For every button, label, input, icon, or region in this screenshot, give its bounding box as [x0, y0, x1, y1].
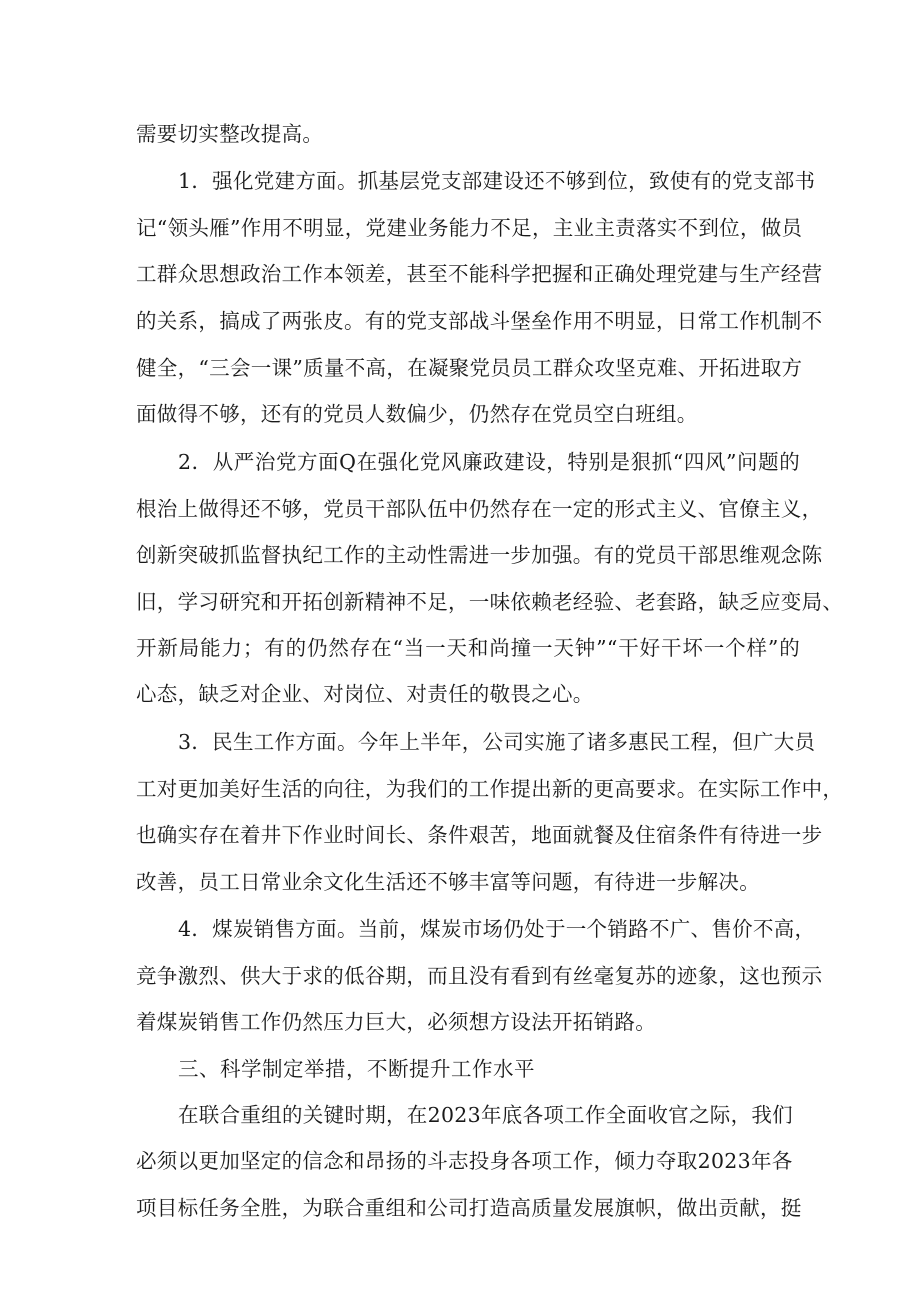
text-line: 也确实存在着井下作业时间长、条件艰苦，地面就餐及住宿条件有待进一步	[136, 823, 823, 847]
text-line: 4．煤炭销售方面。当前，煤炭市场仍处于一个销路不广、售价不高，	[178, 917, 816, 941]
text-line: 项目标任务全胜，为联合重组和公司打造高质量发展旗帜，做出贡献，挺	[136, 1196, 802, 1220]
text-line: 工对更加美好生活的向往，为我们的工作提出新的更高要求。在实际工作中，	[136, 777, 844, 801]
text-line: 在联合重组的关键时期，在2023年底各项工作全面收官之际，我们	[178, 1103, 793, 1127]
text-line: 着煤炭销售工作仍然压力巨大，必须想方设法开拓销路。	[136, 1010, 656, 1034]
text-line: 3．民生工作方面。今年上半年，公司实施了诸多惠民工程，但广大员	[178, 730, 816, 754]
text-line: 改善，员工日常业余文化生活还不够丰富等问题，有待进一步解决。	[136, 870, 760, 894]
text-line: 必须以更加坚定的信念和昂扬的斗志投身各项工作，倾力夺取2023年各	[136, 1149, 793, 1173]
text-line: 面做得不够，还有的党员人数偏少，仍然存在党员空白班组。	[136, 402, 698, 426]
text-line: 健全，“三会一课”质量不高，在凝聚党员员工群众攻坚克难、开拓进取方	[136, 356, 803, 380]
text-line: 工群众思想政治工作本领差，甚至不能科学把握和正确处理党建与生产经营	[136, 262, 823, 286]
text-line: 的关系，搞成了两张皮。有的党支部战斗堡垒作用不明显，日常工作机制不	[136, 309, 823, 333]
text-line: 1．强化党建方面。抓基层党支部建设还不够到位，致使有的党支部书	[178, 169, 816, 193]
text-line: 开新局能力；有的仍然存在“当一天和尚撞一天钟”“干好干坏一个样”的	[136, 636, 800, 660]
text-line: 创新突破抓监督执纪工作的主动性需进一步加强。有的党员干部思维观念陈	[136, 543, 823, 567]
text-line: 记“领头雁”作用不明显，党建业务能力不足，主业主责落实不到位，做员	[136, 216, 803, 240]
text-line: 需要切实整改提高。	[136, 122, 324, 146]
text-line: 心态，缺乏对企业、对岗位、对责任的敬畏之心。	[136, 682, 594, 706]
section-heading: 三、科学制定举措，不断提升工作水平	[178, 1057, 535, 1081]
text-line: 2．从严治党方面Q在强化党风廉政建设，特别是狠抓“四风”问题的	[178, 450, 800, 474]
text-line: 竞争激烈、供大于求的低谷期，而且没有看到有丝毫复苏的迹象，这也预示	[136, 964, 823, 988]
text-line: 旧，学习研究和开拓创新精神不足，一味依赖老经验、老套路，缺乏应变局、	[136, 590, 844, 614]
text-line: 根治上做得还不够，党员干部队伍中仍然存在一定的形式主义、官僚主义，	[136, 497, 823, 521]
